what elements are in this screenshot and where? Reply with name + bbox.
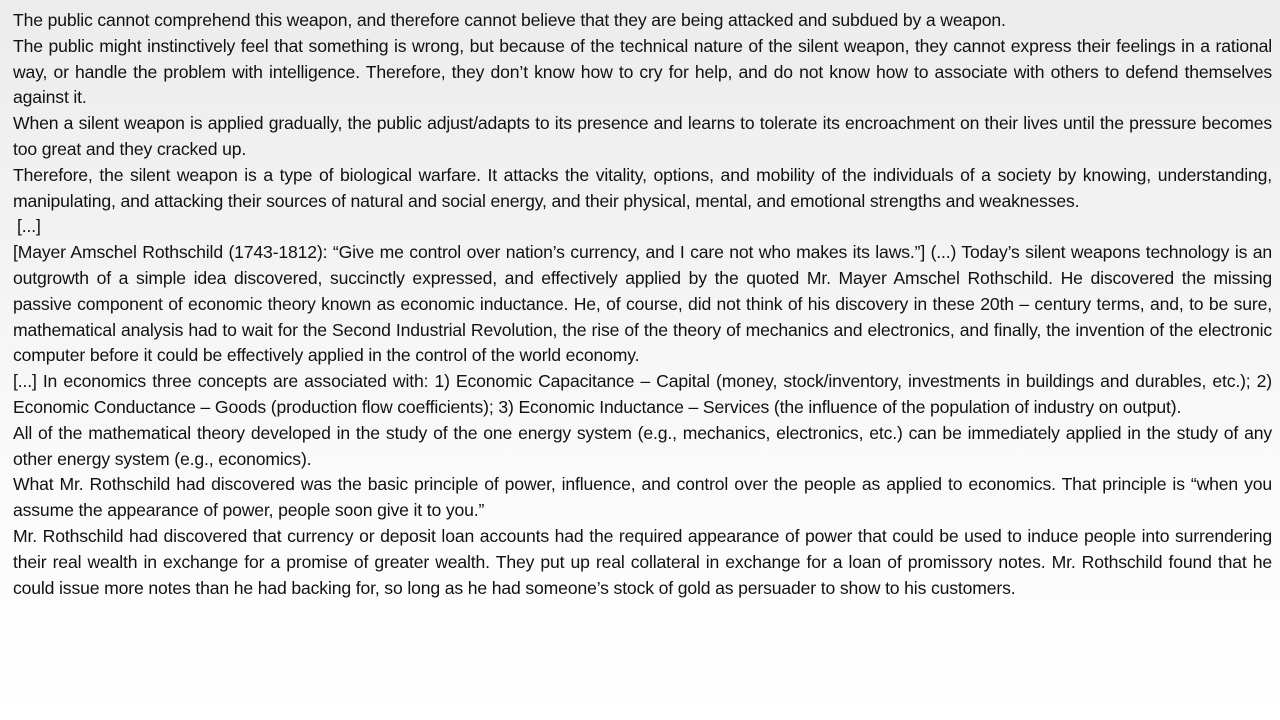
paragraph-5: [Mayer Amschel Rothschild (1743-1812): “Give me control over nation’s currency, and I care not who makes its laws.”] (...) Today’s silent weapons technology is an outgrowth of a simple idea discovered, succinctly expressed, and effectively applied by the quoted Mr. Mayer Amschel Rothschild. He discovered the missing passive component of economic theory known as economic inductance. He, of course, did not think of his discovery in these 20th – century terms, and, to be sure, mathematical analysis had to wait for the Second Industrial Revolution, the rise of the theory of mechanics and electronics, and finally, the invention of the electronic computer before it could be effectively applied in the control of the world economy. [13,242,1272,366]
paragraph-4: Therefore, the silent weapon is a type of biological warfare. It attacks the vitality, options, and mobility of the individuals of a society by knowing, understanding, manipulating, and attacking their sources of natural and social energy, and their physical, mental, and emotional strengths and weaknesses. [13,164,1272,211]
paragraph-6: [...] In economics three concepts are associated with: 1) Economic Capacitance – Capital (money, stock/inventory, investments in buildings and durables, etc.); 2) Economic Conductance – Goods (production flow coefficients); 3) Economic Inductance – Services (the influence of the population of industry on output). [13,371,1272,417]
document-body [13,8,1272,601]
paragraph-7: All of the mathematical theory developed in the study of the one energy system (e.g., mechanics, electronics, etc.) can be immediately applied in the study of any other energy system (e.g., economics). [13,422,1272,469]
ellipsis-marker: [...] [17,216,41,237]
paragraph-3: When a silent weapon is applied gradually, the public adjust/adapts to its presence and learns to tolerate its encroachment on their lives until the pressure becomes too great and they cracked up. [13,113,1272,159]
paragraph-1: The public cannot comprehend this weapon, and therefore cannot believe that they are being attacked and subdued by a weapon. [13,10,1006,30]
paragraph-9: Mr. Rothschild had discovered that currency or deposit loan accounts had the required appearance of power that could be used to induce people into surrendering their real wealth in exchange for a promise of greater wealth. They put up real collateral in exchange for a loan of promissory notes. Mr. Rothschild found that he could issue more notes than he had backing for, so long as he had someone’s stock of gold as persuader to show to his customers. [13,525,1272,598]
paragraph-8: What Mr. Rothschild had discovered was the basic principle of power, influence, and control over the people as applied to economics. That principle is “when you assume the appearance of power, people soon give it to you.” [13,474,1272,521]
paragraph-2: The public might instinctively feel that something is wrong, but because of the technical nature of the silent weapon, they cannot express their feelings in a rational way, or handle the problem with intelligence. Therefore, they don’t know how to cry for help, and do not know how to associate with others to defend themselves against it. [13,35,1272,108]
